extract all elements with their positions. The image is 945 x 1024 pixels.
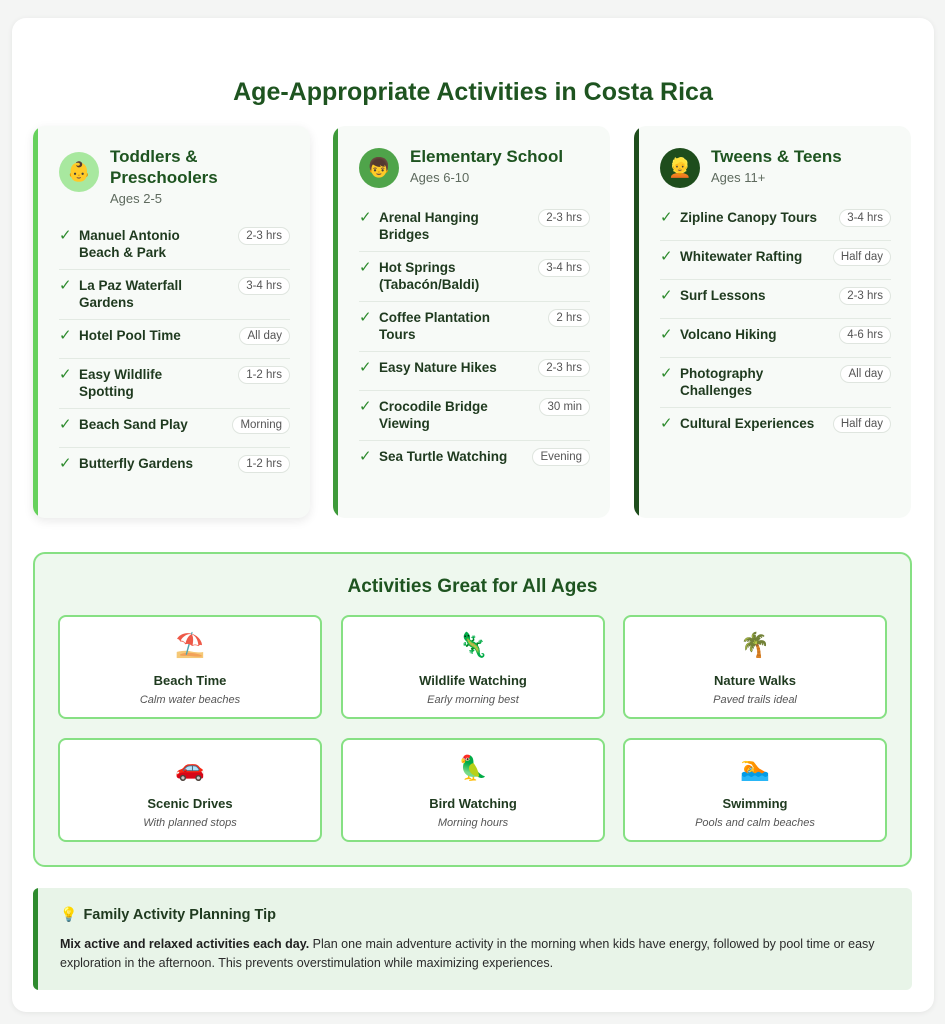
duration-badge: All day bbox=[840, 365, 891, 383]
activity-name: Easy Wildlife Spotting bbox=[79, 367, 163, 399]
card-ages: Ages 11+ bbox=[711, 170, 766, 185]
check-icon: ✓ bbox=[359, 209, 372, 226]
activity-item bbox=[59, 270, 290, 320]
activity-name: Zipline Canopy Tours bbox=[680, 210, 818, 225]
duration-badge: 2-3 hrs bbox=[538, 209, 590, 227]
tip-bold: Mix active and relaxed activities each day. bbox=[60, 937, 310, 951]
activity-item bbox=[59, 320, 290, 359]
activity-item bbox=[660, 280, 891, 319]
card-ages: Ages 2-5 bbox=[110, 191, 163, 206]
check-icon: ✓ bbox=[359, 259, 372, 276]
activity-name: Surf Lessons bbox=[680, 288, 766, 303]
activity-item bbox=[660, 319, 891, 358]
check-icon: ✓ bbox=[660, 209, 673, 226]
check-icon: ✓ bbox=[59, 455, 72, 472]
lizard-icon: 🦎 bbox=[458, 632, 488, 659]
tile-wildlife-watching bbox=[341, 615, 605, 719]
activity-item bbox=[660, 408, 891, 447]
lightbulb-icon: 💡 bbox=[60, 906, 78, 922]
activity-item bbox=[59, 220, 290, 270]
tile-scenic-drives bbox=[58, 738, 322, 842]
activity-name: Manuel Antonio Beach & Park bbox=[79, 228, 180, 260]
beach-umbrella-icon: ⛱️ bbox=[175, 632, 205, 659]
age-card-teens bbox=[634, 126, 911, 518]
age-card-elementary bbox=[333, 126, 610, 518]
check-icon: ✓ bbox=[660, 287, 673, 304]
all-ages-title: Activities Great for All Ages bbox=[347, 576, 598, 597]
activity-item bbox=[359, 352, 590, 391]
activity-item bbox=[359, 302, 590, 352]
activity-name: La Paz Waterfall Gardens bbox=[79, 278, 183, 310]
activity-name: Cultural Experiences bbox=[680, 416, 815, 431]
activity-list bbox=[59, 220, 290, 487]
activity-name: Volcano Hiking bbox=[680, 327, 777, 342]
tile-name: Wildlife Watching bbox=[419, 673, 527, 688]
duration-badge: 2-3 hrs bbox=[839, 287, 891, 305]
activity-item bbox=[359, 202, 590, 252]
activity-name: Photography Challenges bbox=[680, 366, 764, 398]
activity-list bbox=[660, 202, 891, 447]
tip-title: Family Activity Planning Tip bbox=[83, 906, 277, 923]
duration-badge: 1-2 hrs bbox=[238, 366, 290, 384]
activity-item bbox=[59, 359, 290, 409]
page-container bbox=[12, 18, 934, 1012]
tip-text: Plan one main adventure activity in the morning when kids have energy, followed by pool time or easy exploration in the afternoon. This prevents overstimulation while maximizing experiences. bbox=[60, 937, 875, 970]
teen-face-icon: 👱 bbox=[660, 148, 700, 188]
tip-accent-bar bbox=[33, 888, 38, 990]
card-title: Toddlers & Preschoolers bbox=[110, 147, 218, 187]
check-icon: ✓ bbox=[359, 398, 372, 415]
activity-item bbox=[660, 241, 891, 280]
duration-badge: 3-4 hrs bbox=[538, 259, 590, 277]
palm-tree-icon: 🌴 bbox=[740, 632, 770, 659]
tile-desc: Pools and calm beaches bbox=[695, 817, 815, 829]
card-accent-bar bbox=[33, 126, 38, 518]
check-icon: ✓ bbox=[359, 359, 372, 376]
activity-item bbox=[59, 409, 290, 448]
duration-badge: Evening bbox=[532, 448, 590, 466]
check-icon: ✓ bbox=[59, 416, 72, 433]
tile-swimming bbox=[623, 738, 887, 842]
swimmer-icon: 🏊 bbox=[740, 755, 770, 782]
check-icon: ✓ bbox=[59, 277, 72, 294]
tile-desc: Calm water beaches bbox=[139, 694, 241, 706]
activity-item bbox=[660, 202, 891, 241]
tile-name: Beach Time bbox=[153, 673, 227, 688]
duration-badge: 3-4 hrs bbox=[238, 277, 290, 295]
activity-name: Easy Nature Hikes bbox=[379, 360, 497, 375]
tile-name: Bird Watching bbox=[429, 796, 517, 811]
planning-tip bbox=[33, 888, 912, 990]
page-title: Age-Appropriate Activities in Costa Rica bbox=[233, 78, 713, 106]
tile-desc: Paved trails ideal bbox=[713, 694, 797, 706]
car-icon: 🚗 bbox=[175, 755, 205, 782]
tile-name: Swimming bbox=[722, 796, 788, 811]
activity-item bbox=[359, 441, 590, 480]
duration-badge: Half day bbox=[833, 415, 891, 433]
duration-badge: 2-3 hrs bbox=[238, 227, 290, 245]
child-face-icon: 👦 bbox=[359, 148, 399, 188]
duration-badge: All day bbox=[239, 327, 290, 345]
duration-badge: 2 hrs bbox=[548, 309, 590, 327]
duration-badge: 3-4 hrs bbox=[839, 209, 891, 227]
activity-name: Butterfly Gardens bbox=[79, 456, 194, 471]
activity-name: Hot Springs (Tabacón/Baldi) bbox=[379, 260, 480, 292]
card-accent-bar bbox=[333, 126, 338, 518]
activity-item bbox=[359, 252, 590, 302]
check-icon: ✓ bbox=[359, 309, 372, 326]
duration-badge: 30 min bbox=[539, 398, 590, 416]
tile-name: Nature Walks bbox=[714, 673, 796, 688]
tile-desc: With planned stops bbox=[143, 817, 237, 829]
check-icon: ✓ bbox=[359, 448, 372, 465]
activity-name: Hotel Pool Time bbox=[79, 328, 181, 343]
tile-nature-walks bbox=[623, 615, 887, 719]
duration-badge: 2-3 hrs bbox=[538, 359, 590, 377]
age-card-toddlers bbox=[33, 126, 310, 518]
duration-badge: Morning bbox=[232, 416, 290, 434]
baby-face-icon: 👶 bbox=[59, 152, 99, 192]
activity-item bbox=[660, 358, 891, 408]
activity-name: Whitewater Rafting bbox=[680, 249, 803, 264]
all-ages-section bbox=[33, 552, 912, 867]
card-accent-bar bbox=[634, 126, 639, 518]
activity-name: Coffee Plantation Tours bbox=[379, 310, 491, 342]
activity-name: Sea Turtle Watching bbox=[379, 449, 508, 464]
check-icon: ✓ bbox=[660, 248, 673, 265]
tip-body bbox=[60, 935, 890, 973]
activity-item bbox=[359, 391, 590, 441]
check-icon: ✓ bbox=[59, 366, 72, 383]
card-title: Tweens & Teens bbox=[711, 147, 842, 166]
check-icon: ✓ bbox=[59, 227, 72, 244]
check-icon: ✓ bbox=[59, 327, 72, 344]
tile-bird-watching bbox=[341, 738, 605, 842]
duration-badge: Half day bbox=[833, 248, 891, 266]
check-icon: ✓ bbox=[660, 365, 673, 382]
check-icon: ✓ bbox=[660, 415, 673, 432]
tile-name: Scenic Drives bbox=[147, 796, 233, 811]
tile-desc: Early morning best bbox=[427, 694, 519, 706]
activity-list bbox=[359, 202, 590, 480]
card-ages: Ages 6-10 bbox=[410, 170, 470, 185]
activity-item bbox=[59, 448, 290, 487]
activity-name: Beach Sand Play bbox=[79, 417, 188, 432]
parrot-icon: 🦜 bbox=[458, 755, 488, 782]
check-icon: ✓ bbox=[660, 326, 673, 343]
tile-beach-time bbox=[58, 615, 322, 719]
tile-desc: Morning hours bbox=[437, 817, 509, 829]
activity-name: Crocodile Bridge Viewing bbox=[379, 399, 488, 431]
activity-name: Arenal Hanging Bridges bbox=[379, 210, 479, 242]
card-title: Elementary School bbox=[410, 147, 564, 166]
duration-badge: 4-6 hrs bbox=[839, 326, 891, 344]
duration-badge: 1-2 hrs bbox=[238, 455, 290, 473]
